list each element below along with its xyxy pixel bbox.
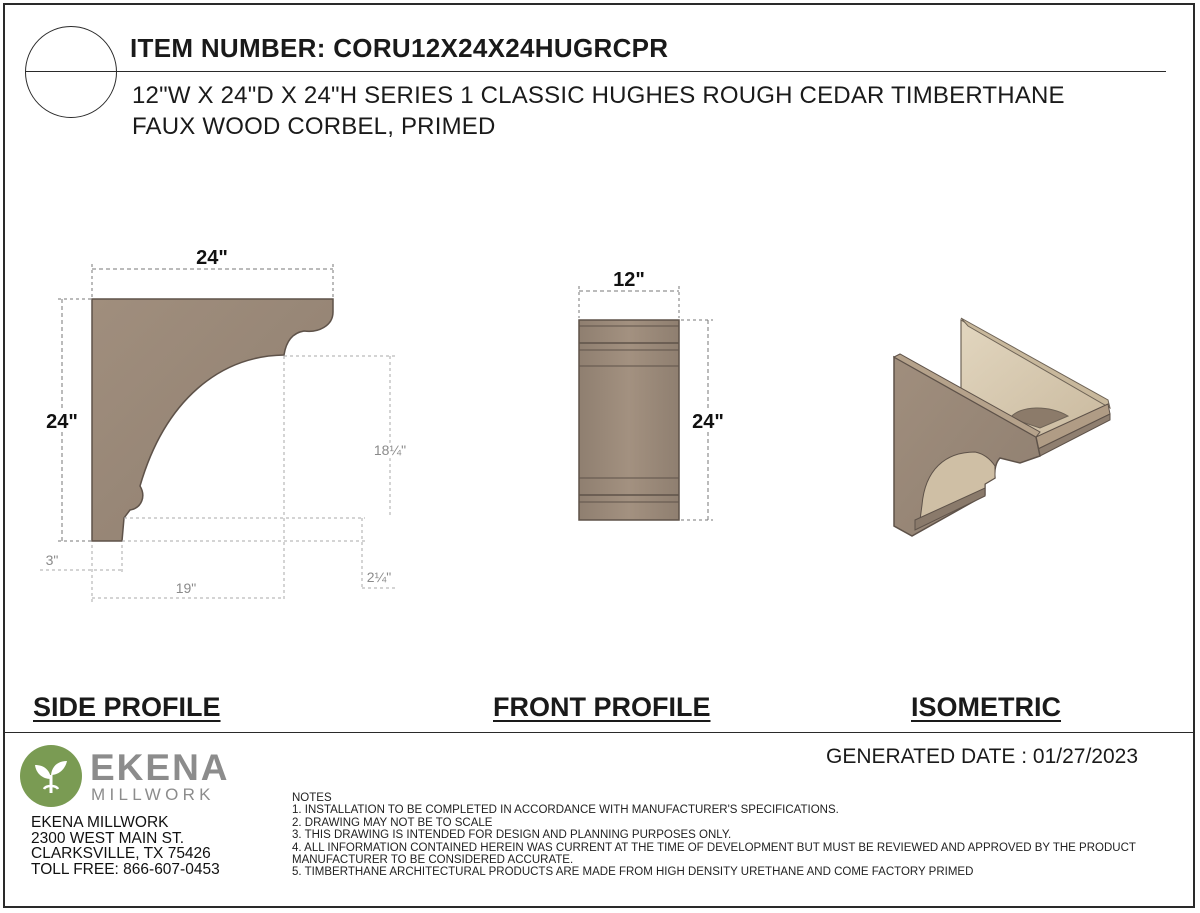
- front-profile-drawing: [579, 269, 724, 520]
- notes-block: [292, 792, 1172, 879]
- front-profile-label: FRONT PROFILE: [493, 692, 711, 722]
- side-profile-drawing: [40, 247, 406, 602]
- logo-subtitle: MILLWORK: [91, 785, 215, 804]
- leaf-logo-icon: [20, 745, 82, 807]
- front-width-dim: 12": [613, 269, 645, 291]
- note-item: 5. TIMBERTHANE ARCHITECTURAL PRODUCTS ARE MADE FROM HIGH DENSITY URETHANE AND COME FACTORY PRIMED: [292, 866, 974, 879]
- front-height-dim: 24": [692, 411, 724, 433]
- isometric-drawing: [894, 318, 1110, 536]
- side-bottom-lip-dim: 2¼": [366, 569, 392, 585]
- product-description: 12"W X 24"D X 24"H SERIES 1 CLASSIC HUGHES ROUGH CEDAR TIMBERTHANE FAUX WOOD CORBEL, PRIMED: [132, 82, 1065, 140]
- side-bottom-offset-dim: 3": [45, 552, 59, 568]
- company-name: EKENA MILLWORK: [31, 814, 169, 831]
- company-address: [31, 815, 220, 877]
- company-street: 2300 WEST MAIN ST.: [31, 829, 185, 847]
- side-profile-label: SIDE PROFILE: [33, 692, 221, 722]
- company-city: CLARKSVILLE, TX 75426: [31, 845, 211, 862]
- side-width-dim: 24": [196, 247, 228, 269]
- side-arc-height-dim: 18¼": [373, 442, 407, 458]
- side-profile-shape: [92, 299, 333, 541]
- side-height-dim: 24": [46, 411, 78, 433]
- generated-date: GENERATED DATE : 01/27/2023: [826, 745, 1139, 768]
- note-item: 1. INSTALLATION TO BE COMPLETED IN ACCORDANCE WITH MANUFACTURER'S SPECIFICATIONS.: [292, 804, 839, 817]
- notes-title: NOTES: [292, 792, 332, 804]
- note-item: 3. THIS DRAWING IS INTENDED FOR DESIGN AND PLANNING PURPOSES ONLY.: [292, 829, 732, 842]
- note-item: 2. DRAWING MAY NOT BE TO SCALE: [292, 816, 493, 829]
- logo-wordmark: EKENA: [90, 747, 230, 788]
- company-phone: TOLL FREE: 866-607-0453: [31, 860, 220, 878]
- item-number: ITEM NUMBER: CORU12X24X24HUGRCPR: [130, 33, 669, 63]
- footer-divider: [3, 732, 1195, 733]
- isometric-label: ISOMETRIC: [911, 692, 1062, 722]
- side-bottom-length-dim: 19": [175, 580, 197, 596]
- note-item: 4. ALL INFORMATION CONTAINED HEREIN WAS CURRENT AT THE TIME OF DEVELOPMENT BUT MUST BE REVIEWED AND APPROVED BY THE PRODUCT MANUFACTURER TO BE CONSIDERED ACCURATE.: [292, 841, 1136, 867]
